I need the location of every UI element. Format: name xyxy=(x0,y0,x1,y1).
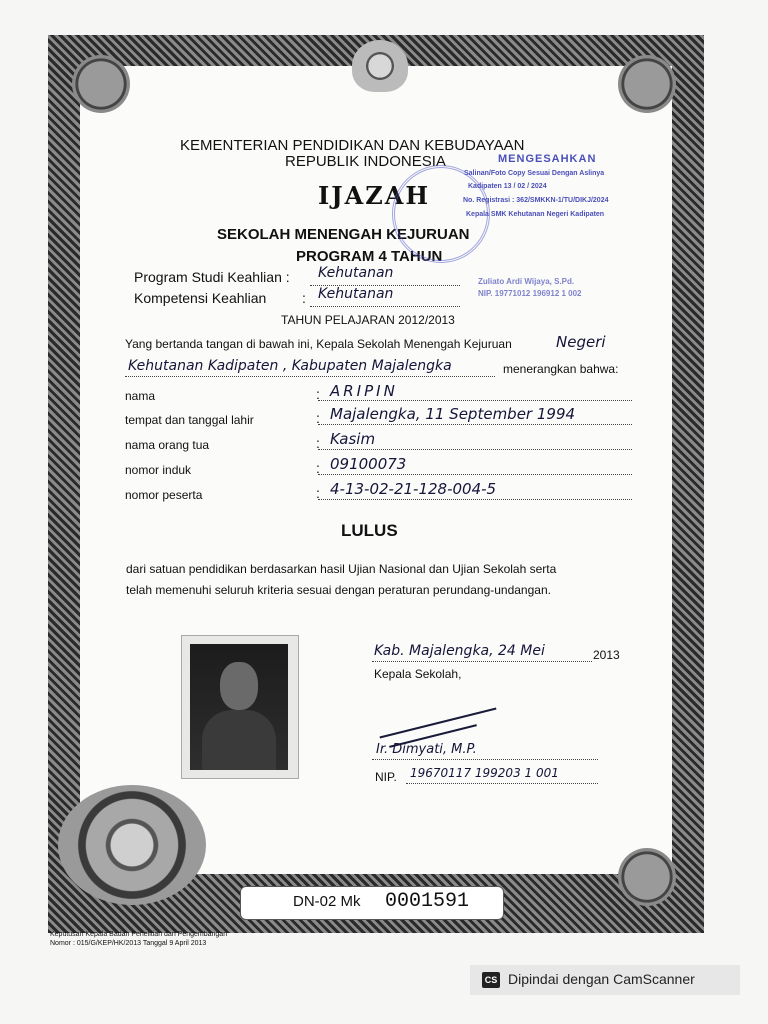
dotted-line xyxy=(125,376,495,377)
exam-number-value: 4-13-02-21-128-004-5 xyxy=(330,480,497,498)
dotted-line xyxy=(318,474,632,475)
kompetensi-label: Kompetensi Keahlian xyxy=(134,290,267,306)
intro-value: Negeri xyxy=(556,333,606,351)
signer-name: Ir. Dimyati, M.P. xyxy=(376,742,477,757)
program-heading: PROGRAM 4 TAHUN xyxy=(296,248,443,265)
colon: : xyxy=(316,386,320,402)
colon: : xyxy=(316,460,320,476)
camscanner-label: Dipindai dengan CamScanner xyxy=(508,971,695,987)
serial-prefix: DN-02 Mk xyxy=(293,893,361,910)
student-number-label: nomor induk xyxy=(125,463,192,477)
school-type-heading: SEKOLAH MENENGAH KEJURUAN xyxy=(217,226,470,243)
diploma-title: IJAZAH xyxy=(318,181,431,210)
signer-nip-label: NIP. xyxy=(375,770,397,784)
dotted-line xyxy=(406,783,598,784)
dotted-line xyxy=(318,499,632,500)
camscanner-watermark xyxy=(470,965,740,995)
statement-line-2: telah memenuhi seluruh kriteria sesuai dengan peraturan perundang-undangan. xyxy=(126,583,551,597)
dotted-line xyxy=(372,759,598,760)
serial-number: 0001591 xyxy=(385,890,470,913)
signer-nip-value: 19670117 199203 1 001 xyxy=(410,766,559,780)
program-label: Program Studi Keahlian : xyxy=(134,269,290,285)
pass-status: LULUS xyxy=(341,521,398,540)
dotted-line xyxy=(318,424,632,425)
menerangkan-text: menerangkan bahwa: xyxy=(503,362,619,376)
parent-label: nama orang tua xyxy=(125,438,210,452)
stamp-line-3: No. Registrasi : 362/SMKKN-1/TU/DIKJ/2024 xyxy=(463,197,609,204)
serial-number-box xyxy=(240,886,504,920)
decree-line-2: Nomor : 015/G/KEP/HK/2013 Tanggal 9 April 2013 xyxy=(50,940,207,947)
camscanner-icon: CS xyxy=(482,972,500,988)
student-photo xyxy=(181,635,299,779)
corner-ornament-icon xyxy=(618,848,676,906)
stamp-line-1: Salinan/Foto Copy Sesuai Dengan Aslinya xyxy=(464,170,605,177)
stamp-title: MENGESAHKAN xyxy=(498,153,597,165)
garuda-emblem-icon xyxy=(352,40,408,92)
student-number-value: 09100073 xyxy=(330,455,407,473)
birth-label: tempat dan tanggal lahir xyxy=(125,413,254,427)
exam-number-label: nomor peserta xyxy=(125,488,203,502)
dotted-line xyxy=(372,661,592,662)
photo-background xyxy=(190,644,288,770)
name-value: ARIPIN xyxy=(330,382,398,400)
signature-year: 2013 xyxy=(593,648,620,662)
colon: : xyxy=(316,485,320,501)
dotted-line xyxy=(318,449,632,450)
name-label: nama xyxy=(125,389,156,403)
ministry-heading: KEMENTERIAN PENDIDIKAN DAN KEBUDAYAAN xyxy=(180,137,525,154)
decree-line-1: Keputusan Kepala Badan Penelitian dan Pengembangan xyxy=(50,931,228,938)
corner-ornament-icon xyxy=(72,55,130,113)
statement-line-1: dari satuan pendidikan berdasarkan hasil Ujian Nasional dan Ujian Sekolah serta xyxy=(126,562,557,576)
academic-year: TAHUN PELAJARAN 2012/2013 xyxy=(281,313,455,327)
republic-heading: REPUBLIK INDONESIA xyxy=(285,153,446,170)
kompetensi-value: Kehutanan xyxy=(318,286,394,302)
dotted-line xyxy=(310,306,460,307)
parent-value: Kasim xyxy=(330,430,376,448)
signer-role: Kepala Sekolah, xyxy=(374,667,462,681)
dotted-line xyxy=(318,400,632,401)
program-value: Kehutanan xyxy=(318,265,394,281)
place-date: Kab. Majalengka, 24 Mei xyxy=(374,643,545,659)
school-seal-icon xyxy=(58,785,206,905)
stamp-signer-name: Zuliato Ardi Wijaya, S.Pd. xyxy=(478,277,575,286)
stamp-signer-nip: NIP. 19771012 196912 1 002 xyxy=(478,289,582,298)
stamp-line-2: Kadipaten 13 / 02 / 2024 xyxy=(468,183,547,190)
stamp-line-4: Kepala SMK Kehutanan Negeri Kadipaten xyxy=(466,211,605,218)
colon: : xyxy=(316,435,320,451)
photo-head xyxy=(220,662,258,710)
kompetensi-colon: : xyxy=(302,290,306,306)
photo-body xyxy=(202,710,276,770)
intro-text: Yang bertanda tangan di bawah ini, Kepala Sekolah Menengah Kejuruan xyxy=(125,337,512,351)
colon: : xyxy=(316,410,320,426)
school-name-value: Kehutanan Kadipaten , Kabupaten Majalengka xyxy=(128,358,452,374)
birth-value: Majalengka, 11 September 1994 xyxy=(330,405,576,423)
corner-ornament-icon xyxy=(618,55,676,113)
